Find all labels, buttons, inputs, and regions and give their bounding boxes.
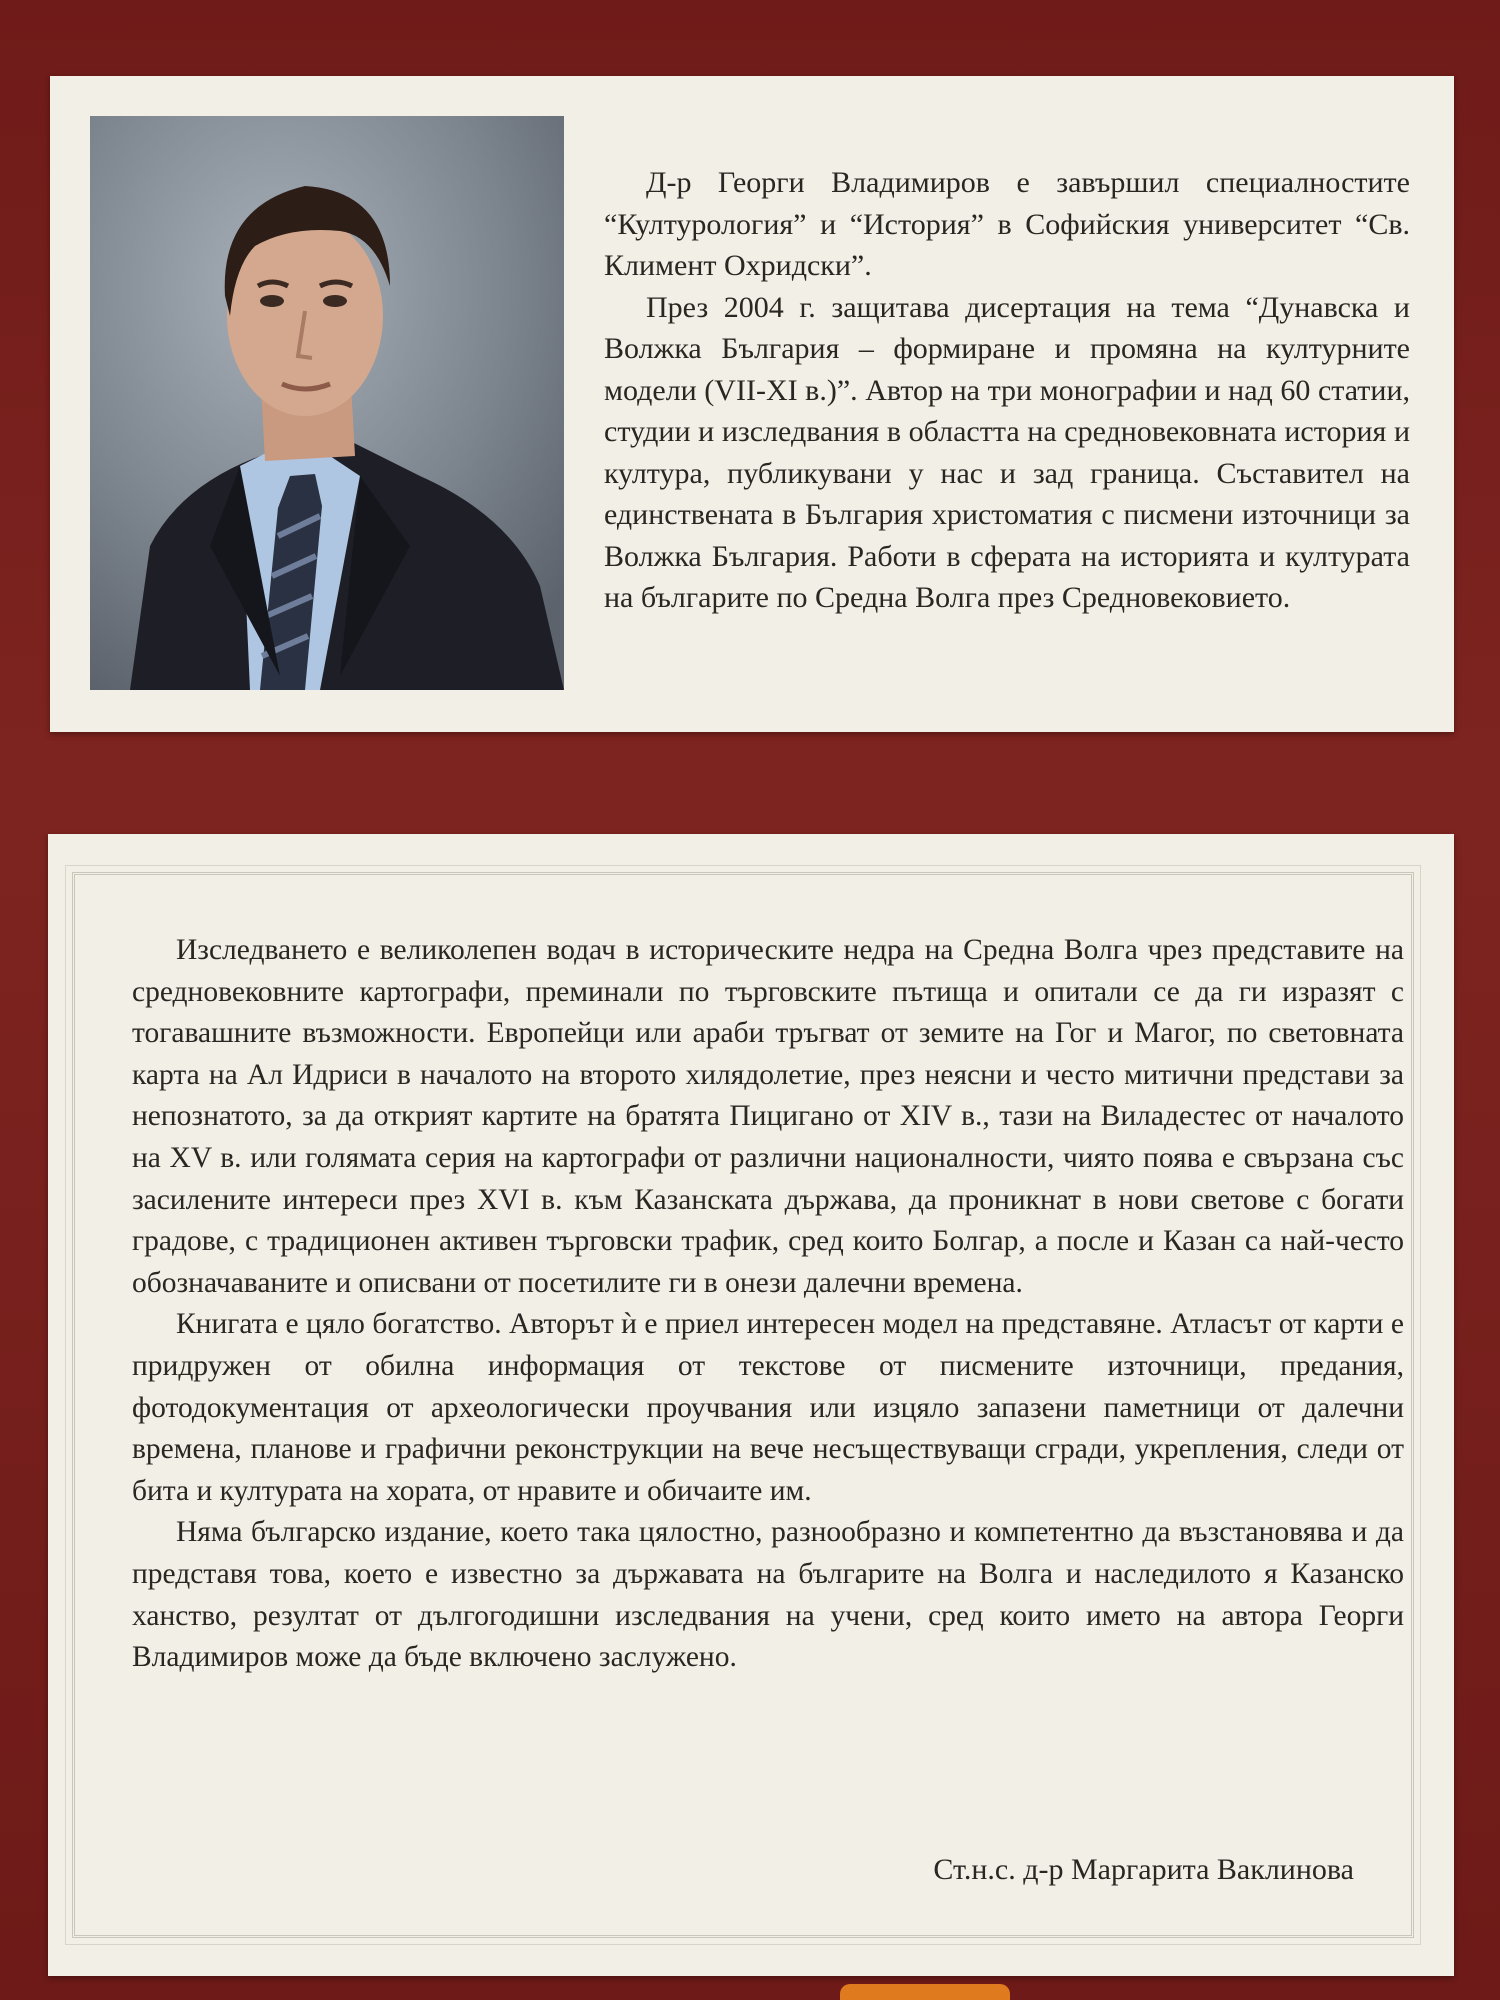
author-photo (90, 116, 564, 690)
review-paragraph: Няма българско издание, което така цялостно, разнообразно и компетентно да възстановява и да представя това, което е известно за държавата на българите на Волга и наследилото я Казанско ханство, резултат от дългогодишни изследвания на учени, сред които името на автора Георги Владимиров може да бъде включено заслужено. (132, 1516, 1404, 1674)
bio-paragraph: Д-р Георги Владимиров е завършил специалностите “Културология” и “История” в Софийския университет “Св. Климент Охридски”. (604, 166, 1410, 282)
review-text (132, 930, 1404, 1679)
review-paragraph: Книгата е цяло богатство. Авторът ѝ е приел интересен модел на представяне. Атласът от карти е придружен от обилна информация от текстове от писмените източници, предания, фотодокументация от археологически проучвания или изцяло запазени паметници от далечни времена, планове и графични реконструкции на вече несъществуващи сгради, укрепления, следи от бита и културата на хората, от нравите и обичаите им. (132, 1308, 1404, 1507)
review-signature: Ст.н.с. д-р Маргарита Ваклинова (933, 1853, 1354, 1886)
review-card (48, 834, 1454, 1976)
author-portrait-icon (90, 116, 564, 690)
edge-tab (840, 1984, 1010, 2000)
author-bio-text (604, 162, 1410, 619)
bio-paragraph: През 2004 г. защитава дисертация на тема “Дунавска и Волжка България – формиране и промяна на културните модели (VII-XI в.)”. Автор на три монографии и над 60 статии, студии и изследвания в областта на средновековната история и култура, публикувани у нас и зад граница. Съставител на единствената в България христоматия с писмени източници за Волжка България. Работи в сферата на историята и културата на българите по Средна Волга през Средновековието. (604, 290, 1410, 614)
review-paragraph: Изследването е великолепен водач в историческите недра на Средна Волга чрез представите на средновековните картографи, преминали по търговските пътища и опитали се да ги изразят с тогавашните възможности. Европейци или араби тръгват от земите на Гог и Магог, по световната карта на Ал Идриси в началото на второто хилядолетие, през неясни и често митични представи за непознатото, за да открият картите на братята Пицигано от XIV в., тази на Виладестес от началото на XV в. или голямата серия на картографи от различни националности, чиято поява е свързана със засилените интереси през XVI в. към Казанската държава, да проникнат в нови светове с богати градове, с традиционен активен търговски трафик, сред които Болгар, а после и Казан са най-често обозначаваните и описвани от посетилите ги в онези далечни времена. (132, 934, 1404, 1299)
author-bio-card (50, 76, 1454, 732)
